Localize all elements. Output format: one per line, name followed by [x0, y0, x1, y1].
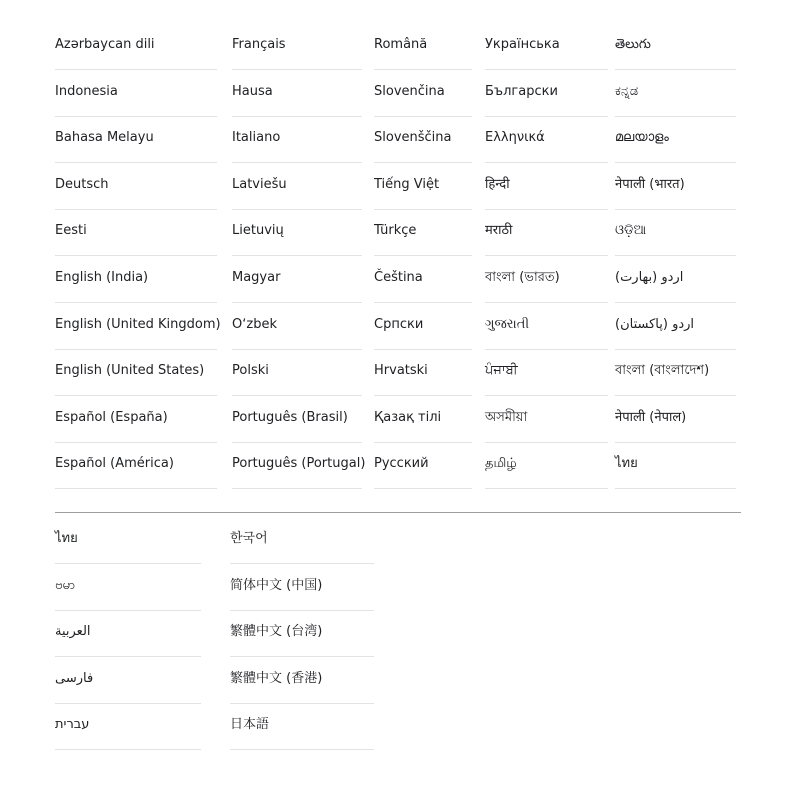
language-option[interactable] — [55, 350, 217, 396]
language-link[interactable]: العربية — [55, 624, 91, 640]
language-link[interactable]: বাংলা (বাংলাদেশ) — [615, 363, 710, 379]
language-link[interactable]: Magyar — [232, 270, 281, 285]
language-option[interactable] — [485, 350, 608, 396]
language-option[interactable] — [55, 164, 217, 210]
language-option[interactable] — [615, 71, 736, 117]
language-link[interactable]: 繁體中文 (台湾) — [230, 624, 323, 640]
language-link[interactable]: Azərbaycan dili — [55, 37, 155, 52]
language-link[interactable]: ဗမာ — [55, 577, 76, 593]
language-option[interactable] — [55, 397, 217, 443]
language-link[interactable]: English (India) — [55, 270, 149, 285]
language-link[interactable]: فارسی — [55, 670, 94, 686]
language-link[interactable]: தமிழ் — [485, 456, 517, 472]
language-option[interactable] — [232, 164, 362, 210]
language-link[interactable]: മലയാളം — [615, 130, 669, 146]
language-option[interactable] — [55, 704, 201, 750]
language-link[interactable]: 한국어 — [230, 531, 268, 546]
language-option[interactable] — [55, 24, 217, 70]
language-option[interactable] — [232, 257, 362, 303]
language-link[interactable]: Slovenčina — [374, 83, 445, 99]
language-option[interactable] — [230, 565, 374, 611]
language-option[interactable] — [485, 117, 608, 163]
language-link[interactable]: Hausa — [232, 83, 273, 99]
language-option[interactable] — [374, 164, 472, 210]
language-link[interactable]: English (United Kingdom) — [55, 316, 221, 332]
language-link[interactable]: Қазақ тілі — [374, 409, 442, 425]
language-option[interactable] — [615, 304, 736, 350]
language-option[interactable] — [485, 443, 608, 489]
language-link[interactable]: ไทย — [615, 456, 638, 472]
language-link[interactable]: Bahasa Melayu — [55, 130, 154, 146]
language-option[interactable] — [374, 71, 472, 117]
language-option[interactable] — [374, 117, 472, 163]
language-option[interactable] — [55, 611, 201, 657]
language-link[interactable]: বাংলা (ভারত) — [485, 270, 560, 285]
language-option[interactable] — [615, 443, 736, 489]
language-option[interactable] — [55, 658, 201, 704]
language-link[interactable]: Українська — [485, 37, 560, 52]
language-link[interactable]: Español (España) — [55, 409, 168, 425]
language-option[interactable] — [615, 257, 736, 303]
language-link[interactable]: ଓଡ଼ିଆ — [615, 223, 647, 239]
language-link[interactable]: Oʻzbek — [232, 316, 277, 332]
language-link[interactable]: Русский — [374, 456, 429, 472]
language-link[interactable]: Latviešu — [232, 176, 287, 192]
language-option[interactable] — [55, 210, 217, 256]
language-link[interactable]: Deutsch — [55, 176, 109, 192]
language-option[interactable] — [232, 304, 362, 350]
language-link[interactable]: ગુજરાતી — [485, 316, 530, 332]
language-option[interactable] — [232, 397, 362, 443]
language-option[interactable] — [55, 304, 221, 350]
language-link[interactable]: ไทย — [55, 531, 78, 546]
language-link[interactable]: English (United States) — [55, 363, 205, 379]
language-option[interactable] — [374, 24, 472, 70]
language-link[interactable]: Polski — [232, 363, 269, 379]
language-link[interactable]: ਪੰਜਾਬੀ — [485, 363, 518, 379]
language-link[interactable]: 简体中文 (中国) — [230, 577, 323, 593]
language-option[interactable] — [485, 397, 608, 443]
language-link[interactable]: עברית — [55, 717, 90, 733]
language-option[interactable] — [374, 350, 472, 396]
language-option[interactable] — [615, 210, 736, 256]
language-option[interactable] — [232, 210, 362, 256]
language-link[interactable]: 繁體中文 (香港) — [230, 670, 323, 686]
language-link[interactable]: Türkçe — [374, 223, 417, 239]
language-link[interactable]: Tiếng Việt — [374, 176, 440, 192]
language-link[interactable]: नेपाली (भारत) — [615, 176, 685, 192]
language-link[interactable]: मराठी — [485, 223, 513, 239]
language-link[interactable]: Italiano — [232, 130, 281, 146]
language-option[interactable] — [230, 611, 374, 657]
language-option[interactable] — [485, 257, 608, 303]
language-option[interactable] — [615, 397, 736, 443]
language-option[interactable] — [485, 210, 608, 256]
language-option[interactable] — [55, 518, 201, 564]
language-option[interactable] — [232, 71, 362, 117]
language-option[interactable] — [615, 117, 736, 163]
language-option[interactable] — [230, 518, 374, 564]
language-link[interactable]: Čeština — [374, 270, 423, 285]
language-option[interactable] — [55, 117, 217, 163]
language-option[interactable] — [485, 24, 608, 70]
language-option[interactable] — [55, 257, 217, 303]
language-option[interactable] — [232, 117, 362, 163]
language-option[interactable] — [485, 304, 608, 350]
language-option[interactable] — [615, 24, 736, 70]
language-link[interactable]: తెలుగు — [615, 37, 651, 52]
language-option[interactable] — [55, 71, 217, 117]
language-option[interactable] — [55, 565, 201, 611]
language-link[interactable]: Română — [374, 37, 428, 52]
language-link[interactable]: অসমীয়া — [485, 409, 528, 425]
language-link[interactable]: Português (Brasil) — [232, 409, 348, 425]
language-link[interactable]: Български — [485, 83, 558, 99]
language-option[interactable] — [615, 350, 736, 396]
language-option[interactable] — [374, 257, 472, 303]
language-link[interactable]: Hrvatski — [374, 363, 428, 379]
language-option[interactable] — [374, 304, 472, 350]
language-link[interactable]: Indonesia — [55, 83, 118, 99]
language-link[interactable]: Ελληνικά — [485, 130, 545, 146]
language-option[interactable] — [232, 24, 362, 70]
language-link[interactable]: Português (Portugal) — [232, 456, 366, 472]
language-option[interactable] — [55, 443, 217, 489]
language-option[interactable] — [374, 443, 472, 489]
language-option[interactable] — [485, 71, 608, 117]
language-option[interactable] — [232, 350, 362, 396]
language-link[interactable]: 日本語 — [230, 717, 270, 733]
section-divider — [55, 512, 741, 513]
language-option[interactable] — [230, 658, 374, 704]
language-link[interactable]: Español (América) — [55, 456, 174, 472]
language-option[interactable] — [374, 397, 472, 443]
language-link[interactable]: हिन्दी — [485, 176, 510, 192]
language-link[interactable]: Eesti — [55, 223, 87, 239]
language-option[interactable] — [230, 704, 374, 750]
language-link[interactable]: नेपाली (नेपाल) — [615, 409, 687, 425]
language-link[interactable]: Slovenščina — [374, 130, 452, 146]
language-link[interactable]: اردو (پاکستان) — [615, 316, 695, 332]
language-link[interactable]: Lietuvių — [232, 223, 284, 239]
language-option[interactable] — [232, 443, 366, 489]
language-option[interactable] — [374, 210, 472, 256]
language-option[interactable] — [615, 164, 736, 210]
language-link[interactable]: اردو (بھارت) — [615, 270, 684, 285]
language-link[interactable]: ಕನ್ನಡ — [615, 83, 639, 99]
language-option[interactable] — [485, 164, 608, 210]
language-link[interactable]: Српски — [374, 316, 424, 332]
language-link[interactable]: Français — [232, 37, 286, 52]
